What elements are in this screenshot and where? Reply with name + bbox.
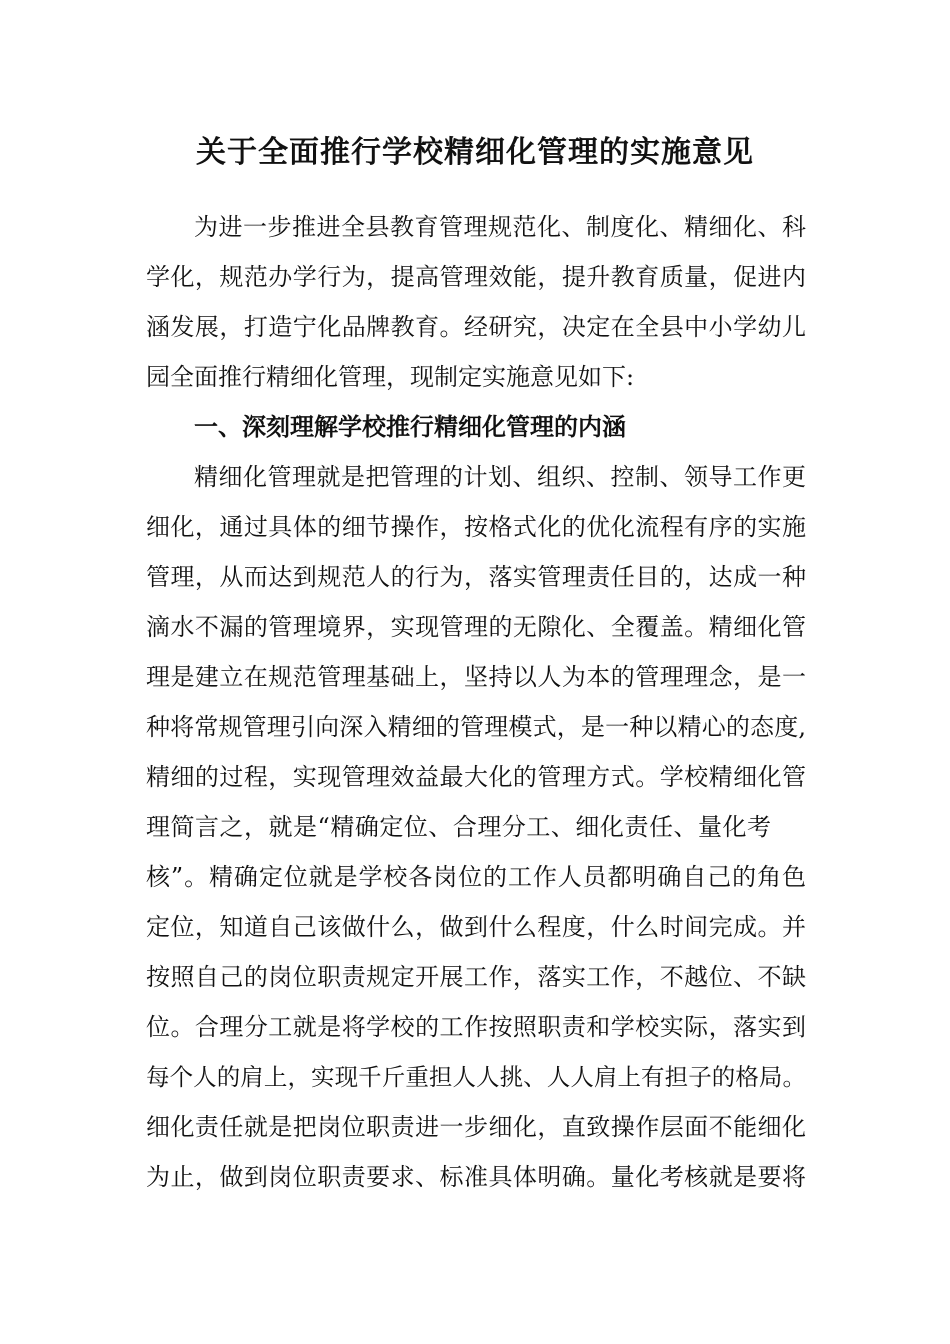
paragraph-line: 理是建立在规范管理基础上，坚持以人为本的管理理念，是一 bbox=[146, 663, 806, 691]
paragraph-line: 细化责任就是把岗位职责进一步细化，直致操作层面不能细化 bbox=[146, 1113, 806, 1141]
paragraph-line: 园全面推行精细化管理，现制定实施意见如下: bbox=[146, 363, 635, 391]
paragraph-line: 核”。精确定位就是学校各岗位的工作人员都明确自己的角色 bbox=[146, 863, 806, 891]
paragraph-line: 细化，通过具体的细节操作，按格式化的优化流程有序的实施 bbox=[146, 513, 806, 541]
section-heading: 一、深刻理解学校推行精细化管理的内涵 bbox=[194, 413, 626, 441]
paragraph-line: 精细的过程，实现管理效益最大化的管理方式。学校精细化管 bbox=[146, 763, 806, 791]
paragraph-line: 位。合理分工就是将学校的工作按照职责和学校实际，落实到 bbox=[146, 1013, 806, 1041]
paragraph-line: 管理，从而达到规范人的行为，落实管理责任目的，达成一种 bbox=[146, 563, 806, 591]
paragraph-line: 精细化管理就是把管理的计划、组织、控制、领导工作更 bbox=[194, 463, 806, 491]
paragraph-line: 滴水不漏的管理境界，实现管理的无隙化、全覆盖。精细化管 bbox=[146, 613, 806, 641]
paragraph-line: 为进一步推进全县教育管理规范化、制度化、精细化、科 bbox=[194, 213, 806, 241]
paragraph-line: 每个人的肩上，实现千斤重担人人挑、人人肩上有担子的格局。 bbox=[146, 1063, 806, 1091]
paragraph-line: 按照自己的岗位职责规定开展工作，落实工作，不越位、不缺 bbox=[146, 963, 806, 991]
paragraph-line: 种将常规管理引向深入精细的管理模式，是一种以精心的态度, bbox=[146, 713, 806, 741]
paragraph-line: 涵发展，打造宁化品牌教育。经研究，决定在全县中小学幼儿 bbox=[146, 313, 806, 341]
paragraph-line: 定位，知道自己该做什么，做到什么程度，什么时间完成。并 bbox=[146, 913, 806, 941]
paragraph-line: 为止，做到岗位职责要求、标准具体明确。量化考核就是要将 bbox=[146, 1163, 806, 1191]
paragraph-line: 理简言之，就是“精确定位、合理分工、细化责任、量化考 bbox=[146, 813, 771, 841]
paragraph-line: 学化，规范办学行为，提高管理效能，提升教育质量，促进内 bbox=[146, 263, 806, 291]
document-title: 关于全面推行学校精细化管理的实施意见 bbox=[196, 135, 754, 170]
